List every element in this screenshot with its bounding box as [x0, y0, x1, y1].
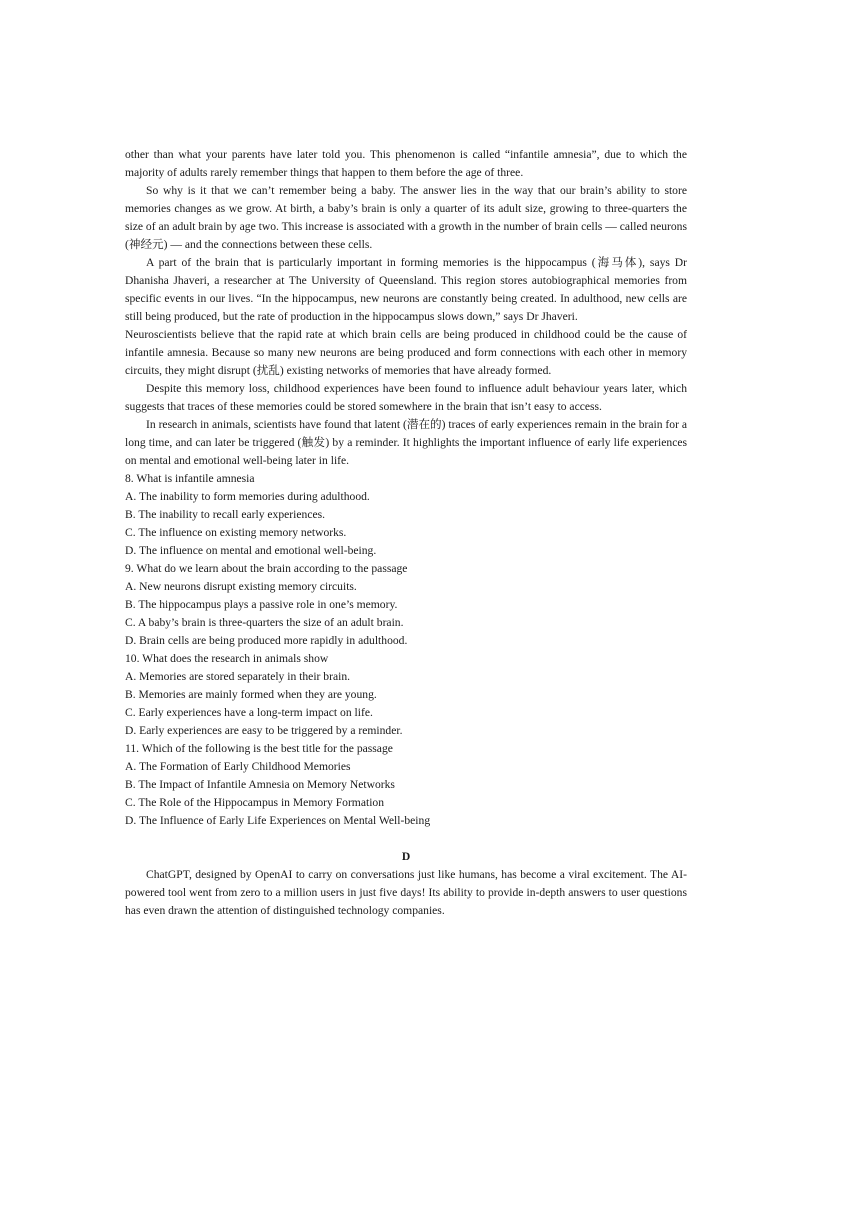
answer-option: A. New neurons disrupt existing memory circuits. — [125, 580, 357, 593]
passage-paragraph: Despite this memory loss, childhood experiences have been found to influence adult behaviour years later, which suggests that traces of these memories could be stored somewhere in the brain that isn’t easy to access. — [125, 382, 687, 413]
question-9 — [125, 560, 687, 650]
passage-paragraph: A part of the brain that is particularly important in forming memories is the hippocampus (海马体), says Dr Dhanisha Jhaveri, a researcher at The University of Queensland. This region stores autobiographical memories from specific events in our lives. “In the hippocampus, new neurons are constantly being created. In adulthood, new cells are still being produced, but the rate of production in the hippocampus slows down,” says Dr Jhaveri. — [125, 256, 687, 323]
answer-option: D. Early experiences are easy to be triggered by a reminder. — [125, 724, 403, 737]
question-stem: 9. What do we learn about the brain according to the passage — [125, 562, 408, 575]
document-page — [125, 146, 687, 920]
question-10 — [125, 650, 687, 740]
answer-option: A. The inability to form memories during adulthood. — [125, 490, 370, 503]
passage-paragraph: So why is it that we can’t remember being a baby. The answer lies in the way that our brain’s ability to store memories changes as we grow. At birth, a baby’s brain is only a quarter of its adult size, growing to three-quarters the size of an adult brain by age two. This increase is associated with a growth in the number of brain cells — called neurons (神经元) — and the connections between these cells. — [125, 184, 687, 251]
answer-option: C. A baby’s brain is three-quarters the size of an adult brain. — [125, 616, 404, 629]
answer-option: B. The hippocampus plays a passive role in one’s memory. — [125, 598, 398, 611]
answer-option: B. Memories are mainly formed when they are young. — [125, 688, 377, 701]
passage-paragraph: In research in animals, scientists have found that latent (潜在的) traces of early experiences remain in the brain for a long time, and can later be triggered (触发) by a reminder. It highlights the important influence of early life experiences on mental and emotional well-being later in life. — [125, 418, 687, 467]
answer-option: A. The Formation of Early Childhood Memories — [125, 760, 351, 773]
passage-c — [125, 146, 687, 470]
answer-option: B. The inability to recall early experiences. — [125, 508, 326, 521]
question-stem: 8. What is infantile amnesia — [125, 472, 255, 485]
passage-paragraph: Neuroscientists believe that the rapid rate at which brain cells are being produced in childhood could be the cause of infantile amnesia. Because so many new neurons are being produced and form connections with each other in memory circuits, they might disrupt (扰乱) existing networks of memories that have already formed. — [125, 328, 687, 377]
question-stem: 11. Which of the following is the best title for the passage — [125, 742, 393, 755]
question-stem: 10. What does the research in animals show — [125, 652, 329, 665]
question-11 — [125, 740, 687, 830]
answer-option: C. The Role of the Hippocampus in Memory Formation — [125, 796, 385, 809]
answer-option: A. Memories are stored separately in their brain. — [125, 670, 351, 683]
question-8 — [125, 470, 687, 560]
answer-option: B. The Impact of Infantile Amnesia on Memory Networks — [125, 778, 395, 791]
answer-option: C. Early experiences have a long-term impact on life. — [125, 706, 373, 719]
passage-d — [125, 848, 687, 920]
question-list — [125, 470, 687, 830]
answer-option: D. Brain cells are being produced more rapidly in adulthood. — [125, 634, 408, 647]
passage-paragraph: other than what your parents have later told you. This phenomenon is called “infantile amnesia”, due to which the majority of adults rarely remember things that happen to them before the age of three. — [125, 148, 687, 179]
answer-option: C. The influence on existing memory networks. — [125, 526, 347, 539]
section-spacer — [125, 830, 687, 848]
passage-paragraph: ChatGPT, designed by OpenAI to carry on conversations just like humans, has become a viral excitement. The AI-powered tool went from zero to a million users in just five days! Its ability to provide in-depth answers to user questions has even drawn the attention of distinguished technology companies. — [125, 868, 687, 917]
answer-option: D. The Influence of Early Life Experiences on Mental Well-being — [125, 814, 431, 827]
section-heading: D — [401, 850, 411, 863]
answer-option: D. The influence on mental and emotional well-being. — [125, 544, 377, 557]
